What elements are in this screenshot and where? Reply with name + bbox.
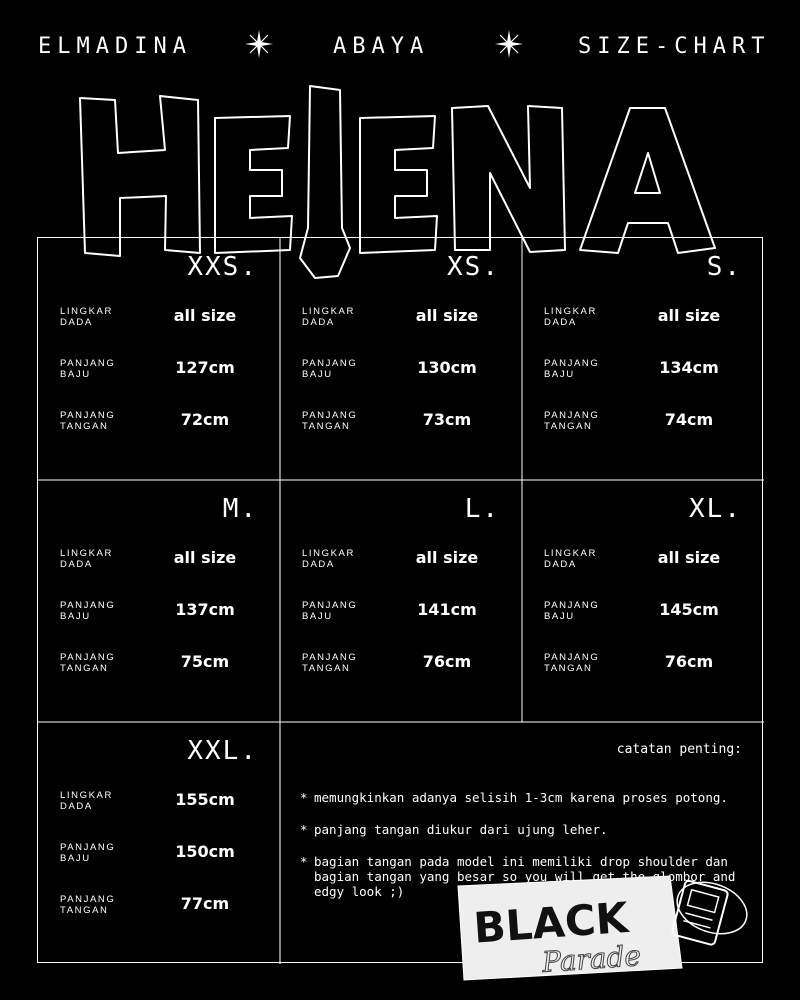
note-item	[300, 790, 740, 805]
measure-value: 72cm	[180, 410, 230, 429]
measure-label: PANJANG TANGAN	[60, 652, 116, 674]
logo-graphic	[450, 868, 760, 988]
measure-label: LINGKAR DADA	[302, 548, 355, 570]
measure-label: PANJANG TANGAN	[302, 652, 358, 674]
size-cell-xl	[522, 480, 764, 722]
measure-label: LINGKAR DADA	[60, 790, 113, 812]
measure-row-length	[544, 600, 744, 630]
size-cell-xs	[280, 238, 522, 480]
measure-label: PANJANG BAJU	[60, 600, 116, 622]
asterisk-icon: *	[300, 822, 308, 837]
size-label: XXL.	[187, 736, 258, 766]
note-item	[300, 822, 740, 837]
sparkle-star-icon	[495, 30, 523, 58]
measure-row-sleeve	[60, 410, 260, 440]
measure-row-sleeve	[544, 652, 744, 682]
measure-row-chest	[60, 306, 260, 336]
measure-row-length	[544, 358, 744, 388]
measure-row-chest	[544, 548, 744, 578]
measure-value: 76cm	[664, 652, 714, 671]
measure-row-chest	[60, 548, 260, 578]
measure-row-length	[302, 358, 502, 388]
measure-value: 145cm	[659, 600, 719, 619]
measure-value: all size	[415, 548, 479, 567]
size-label: XXS.	[187, 252, 258, 282]
size-chart-grid	[37, 237, 763, 963]
note-text: panjang tangan diukur dari ujung leher.	[314, 822, 608, 837]
measure-value: 130cm	[417, 358, 477, 377]
measure-value: all size	[173, 306, 237, 325]
measure-row-length	[60, 600, 260, 630]
note-text: memungkinkan adanya selisih 1-3cm karena proses potong.	[314, 790, 728, 805]
header	[0, 30, 800, 70]
measure-value: 150cm	[175, 842, 235, 861]
measure-value: 74cm	[664, 410, 714, 429]
size-cell-xxl	[38, 722, 280, 964]
measure-label: LINGKAR DADA	[60, 548, 113, 570]
measure-label: PANJANG BAJU	[302, 358, 358, 380]
measure-label: PANJANG BAJU	[60, 842, 116, 864]
measure-label: LINGKAR DADA	[302, 306, 355, 328]
doc-name: SIZE-CHART	[578, 34, 771, 59]
measure-label: LINGKAR DADA	[60, 306, 113, 328]
measure-value: all size	[657, 548, 721, 567]
category-name: ABAYA	[333, 34, 430, 59]
svg-text:BLACK: BLACK	[472, 892, 630, 953]
measure-row-length	[60, 358, 260, 388]
measure-row-length	[60, 842, 260, 872]
measure-row-chest	[544, 306, 744, 336]
notes-title: catatan penting:	[616, 742, 742, 757]
measure-value: all size	[173, 548, 237, 567]
measure-label: PANJANG BAJU	[544, 358, 600, 380]
measure-label: PANJANG TANGAN	[60, 894, 116, 916]
measure-label: LINGKAR DADA	[544, 548, 597, 570]
svg-text:Parade: Parade	[541, 939, 643, 979]
measure-label: PANJANG BAJU	[60, 358, 116, 380]
measure-row-sleeve	[302, 410, 502, 440]
measure-label: PANJANG TANGAN	[60, 410, 116, 432]
measure-value: 127cm	[175, 358, 235, 377]
measure-value: 137cm	[175, 600, 235, 619]
measure-row-sleeve	[60, 652, 260, 682]
measure-label: PANJANG TANGAN	[302, 410, 358, 432]
measure-row-chest	[302, 548, 502, 578]
brand-name: ELMADINA	[38, 34, 192, 59]
measure-value: all size	[415, 306, 479, 325]
measure-row-chest	[302, 306, 502, 336]
measure-value: 155cm	[175, 790, 235, 809]
size-label: L.	[464, 494, 500, 524]
measure-row-sleeve	[60, 894, 260, 924]
size-cell-l	[280, 480, 522, 722]
black-parade-logo	[450, 868, 760, 988]
measure-label: LINGKAR DADA	[544, 306, 597, 328]
measure-value: 141cm	[417, 600, 477, 619]
size-label: M.	[222, 494, 258, 524]
size-cell-s	[522, 238, 764, 480]
asterisk-icon: *	[300, 854, 308, 869]
measure-value: all size	[657, 306, 721, 325]
measure-value: 76cm	[422, 652, 472, 671]
measure-row-chest	[60, 790, 260, 820]
size-label: XS.	[447, 252, 500, 282]
measure-value: 77cm	[180, 894, 230, 913]
measure-label: PANJANG BAJU	[544, 600, 600, 622]
size-cell-xxs	[38, 238, 280, 480]
note-text: bagian tangan pada model ini memiliki drop shoulder dan bagian tangan yang besar so you will get the glombor and edgy look ;)	[314, 854, 736, 899]
asterisk-icon: *	[300, 790, 308, 805]
measure-row-sleeve	[544, 410, 744, 440]
measure-label: PANJANG TANGAN	[544, 652, 600, 674]
measure-row-sleeve	[302, 652, 502, 682]
measure-value: 73cm	[422, 410, 472, 429]
measure-label: PANJANG TANGAN	[544, 410, 600, 432]
measure-value: 134cm	[659, 358, 719, 377]
size-label: S.	[706, 252, 742, 282]
size-cell-m	[38, 480, 280, 722]
sparkle-star-icon	[245, 30, 273, 58]
measure-row-length	[302, 600, 502, 630]
measure-value: 75cm	[180, 652, 230, 671]
size-label: XL.	[689, 494, 742, 524]
measure-label: PANJANG BAJU	[302, 600, 358, 622]
